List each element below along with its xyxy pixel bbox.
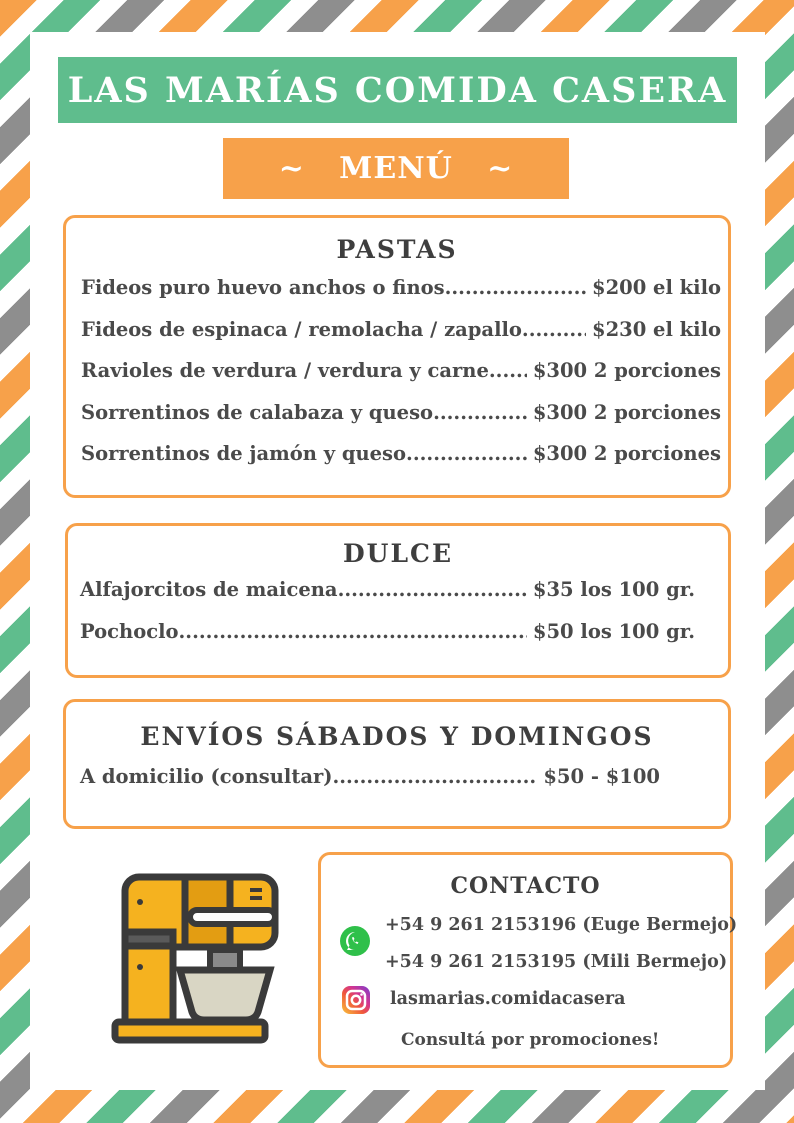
dulce-section bbox=[65, 523, 731, 678]
menu-item bbox=[80, 620, 695, 662]
item-name: Sorrentinos de calabaza y queso bbox=[81, 400, 434, 424]
menu-item bbox=[80, 578, 695, 620]
pastas-section bbox=[63, 215, 731, 498]
dot-leader bbox=[433, 401, 527, 424]
item-name: Fideos puro huevo anchos o finos bbox=[81, 276, 445, 299]
promo-text: Consultá por promociones! bbox=[401, 1030, 660, 1050]
instagram-handle[interactable]: lasmarias.comidacasera bbox=[390, 989, 626, 1009]
instagram-icon bbox=[342, 986, 370, 1014]
dot-leader bbox=[179, 620, 527, 643]
item-price: $200 el kilo bbox=[592, 276, 721, 299]
item-name: A domicilio (consultar) bbox=[80, 765, 333, 788]
dot-leader bbox=[338, 578, 527, 601]
menu-item bbox=[81, 318, 721, 360]
item-price: $300 2 porciones bbox=[532, 442, 721, 465]
menu-item bbox=[81, 276, 721, 318]
item-name: Alfajorcitos de maicena bbox=[80, 578, 338, 601]
contact-section bbox=[318, 852, 738, 1068]
menu-page bbox=[30, 32, 765, 1090]
section-title: PASTAS bbox=[336, 235, 458, 264]
dot-leader bbox=[445, 276, 586, 299]
dot-leader bbox=[406, 442, 527, 465]
menu-item bbox=[81, 359, 721, 401]
restaurant-title: LAS MARÍAS COMIDA CASERA bbox=[67, 69, 728, 111]
menu-banner bbox=[223, 138, 569, 199]
dot-leader bbox=[522, 318, 586, 341]
item-name: Sorrentinos de jamón y queso bbox=[81, 442, 407, 465]
title-banner bbox=[58, 57, 737, 123]
phone-2[interactable]: +54 9 261 2153195 (Mili Bermejo) bbox=[385, 952, 728, 972]
phone-1[interactable]: +54 9 261 2153196 (Euge Bermejo) bbox=[385, 915, 738, 935]
section-title: ENVÍOS SÁBADOS Y DOMINGOS bbox=[140, 722, 654, 751]
item-name: Ravioles de verdura / verdura y carne bbox=[81, 359, 489, 382]
menu-item bbox=[80, 765, 660, 805]
item-price: $50 - $100 bbox=[543, 765, 660, 788]
menu-item bbox=[81, 442, 721, 484]
dot-leader bbox=[332, 765, 537, 788]
item-name: Pochoclo bbox=[80, 620, 179, 643]
dot-leader bbox=[489, 359, 527, 382]
section-title: DULCE bbox=[342, 539, 453, 568]
item-price: $50 los 100 gr. bbox=[532, 620, 695, 643]
item-price: $230 el kilo bbox=[592, 317, 721, 341]
item-price: $35 los 100 gr. bbox=[532, 578, 695, 601]
menu-label: ~ MENÚ ~ bbox=[278, 151, 514, 186]
item-name: Fideos de espinaca / remolacha / zapallo bbox=[81, 317, 522, 341]
whatsapp-icon bbox=[340, 926, 370, 956]
stand-mixer-icon bbox=[110, 872, 290, 1047]
envios-section bbox=[63, 699, 731, 829]
item-price: $300 2 porciones bbox=[532, 359, 721, 382]
menu-item bbox=[81, 401, 721, 443]
item-price: $300 2 porciones bbox=[532, 400, 721, 424]
section-title: CONTACTO bbox=[450, 873, 601, 899]
